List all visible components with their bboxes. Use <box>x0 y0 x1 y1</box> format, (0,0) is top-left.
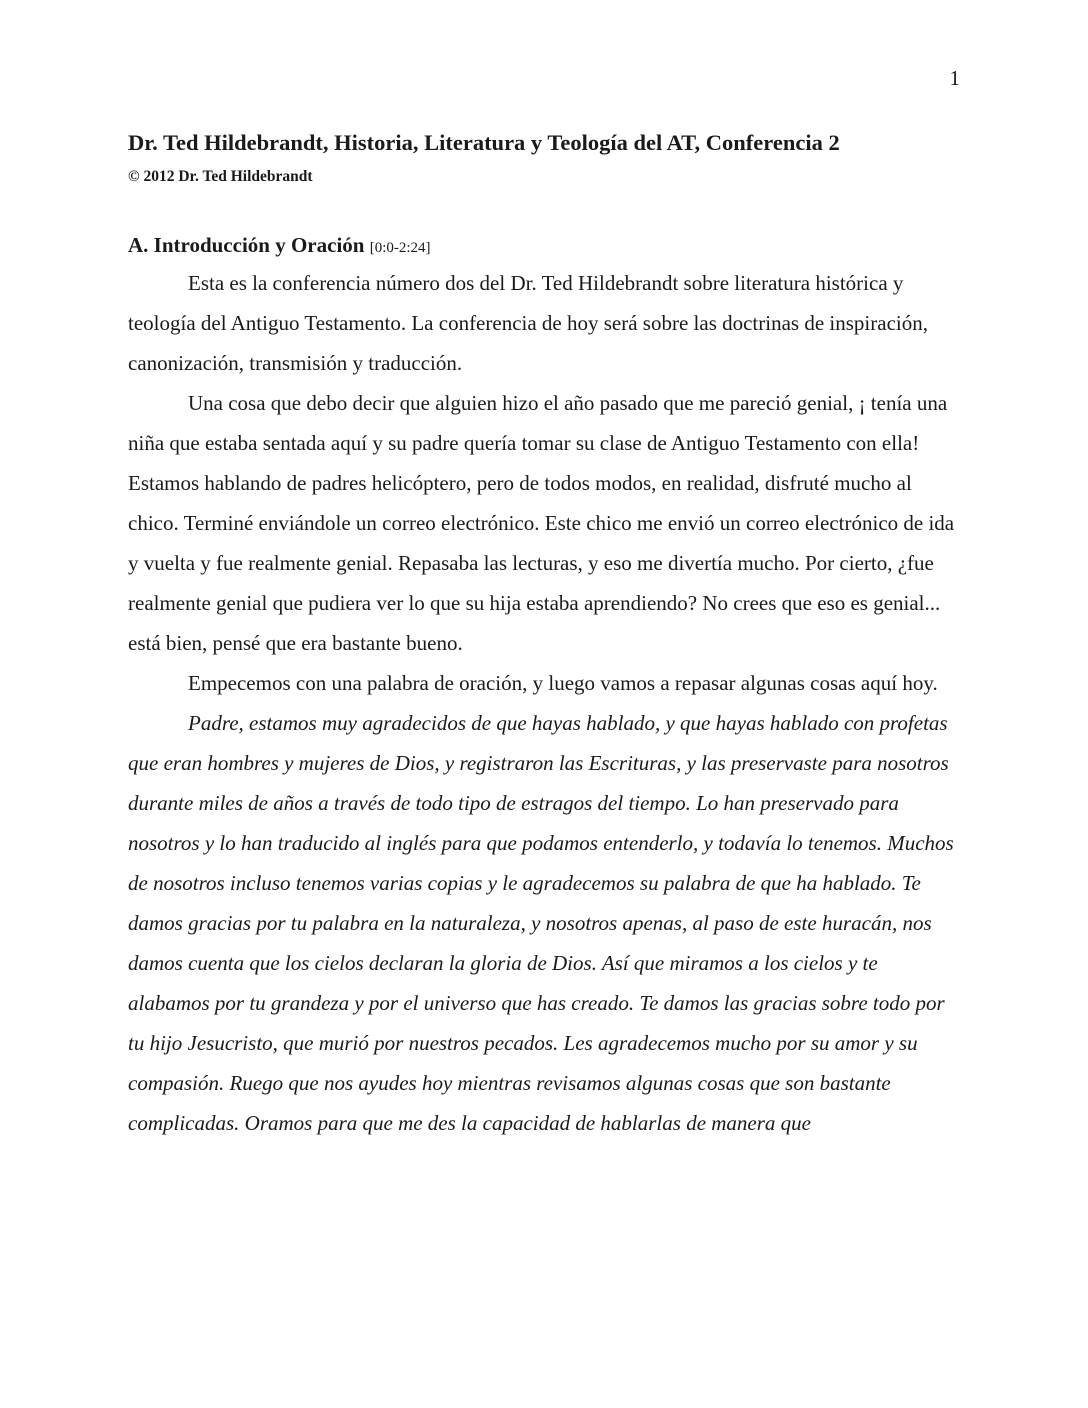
document-body <box>128 126 960 1143</box>
section-heading-text: A. Introducción y Oración <box>128 233 365 257</box>
page-number: 1 <box>949 66 960 90</box>
document-title: Dr. Ted Hildebrandt, Historia, Literatura y Teología del AT, Conferencia 2 <box>128 130 840 155</box>
paragraph-prayer: Padre, estamos muy agradecidos de que hayas hablado, y que hayas hablado con profetas que eran hombres y mujeres de Dios, y registraron las Escrituras, y las preservaste para nosotros durante miles de años a través de todo tipo de estragos del tiempo. Lo han preservado para nosotros y lo han traducido al inglés para que podamos entenderlo, y todavía lo tenemos. Muchos de nosotros incluso tenemos varias copias y le agradecemos su palabra de que ha hablado. Te damos gracias por tu palabra en la naturaleza, y nosotros apenas, al paso de este huracán, nos damos cuenta que los cielos declaran la gloria de Dios. Así que miramos a los cielos y te alabamos por tu grandeza y por el universo que has creado. Te damos las gracias sobre todo por tu hijo Jesucristo, que murió por nuestros pecados. Les agradecemos mucho por su amor y su compasión. Ruego que nos ayudes hoy mientras revisamos algunas cosas que son bastante complicadas. Oramos para que me des la capacidad de hablarlas de manera que <box>128 711 954 1135</box>
copyright-notice: © 2012 Dr. Ted Hildebrandt <box>128 168 313 185</box>
section-timestamp: [0:0-2:24] <box>369 240 431 256</box>
section-heading <box>128 230 960 263</box>
paragraph-intro: Esta es la conferencia número dos del Dr. Ted Hildebrandt sobre literatura histórica y teología del Antiguo Testamento. La conferencia de hoy será sobre las doctrinas de inspiración, canonización, transmisión y traducción. <box>128 271 928 375</box>
paragraph-prayer-intro: Empecemos con una palabra de oración, y luego vamos a repasar algunas cosas aquí hoy. <box>188 671 938 695</box>
paragraph-anecdote: Una cosa que debo decir que alguien hizo el año pasado que me pareció genial, ¡ tenía una niña que estaba sentada aquí y su padre quería tomar su clase de Antiguo Testamento con ella! Estamos hablando de padres helicóptero, pero de todos modos, en realidad, disfruté mucho al chico. Terminé enviándole un correo electrónico. Este chico me envió un correo electrónico de ida y vuelta y fue realmente genial. Repasaba las lecturas, y eso me divertía mucho. Por cierto, ¿fue realmente genial que pudiera ver lo que su hija estaba aprendiendo? No crees que eso es genial... está bien, pensé que era bastante bueno. <box>128 391 955 655</box>
